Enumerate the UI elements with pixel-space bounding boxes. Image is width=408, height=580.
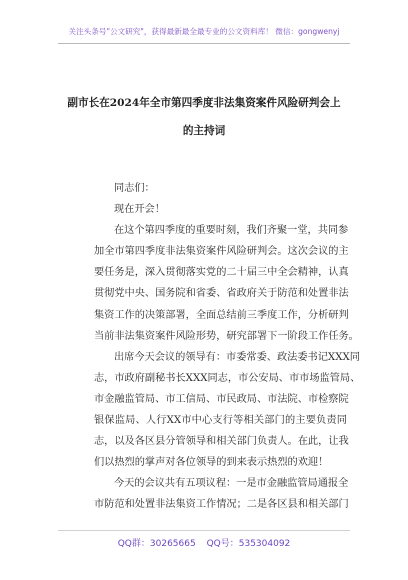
paragraph-1-line: 在这个第四季度的重要时刻，我们齐聚一堂，共同参	[114, 225, 349, 237]
document-title-line1: 副市长在2024年全市第四季度非法集资案件风险研判会上	[67, 97, 341, 109]
paragraph-3-line: 今天的会议共有五项议程：一是市金融监管局通报全	[114, 478, 349, 490]
paragraph-2-line: 志，以及各区县分管领导和相关部门负责人。在此，让我	[94, 436, 349, 448]
paragraph-2-line: 们以热烈的掌声对各位领导的到来表示热烈的欢迎！	[94, 457, 329, 469]
salutation: 同志们：	[114, 183, 155, 194]
qq-group-number: QQ群：30265665	[117, 539, 196, 549]
footer	[0, 536, 408, 549]
paragraph-2-line: 市金融监管局、市工信局、市民政局、市法院、市检察院	[94, 393, 349, 405]
qq-number: QQ号：535304092	[206, 539, 291, 549]
document-title-line2: 的主持词	[182, 125, 226, 137]
paragraph-2-line: 银保监局、人行XX市中心支行等相关部门的主要负责同	[94, 415, 347, 427]
paragraph-1-line: 贯彻党中央、国务院和省委、省政府关于防范和处置非法	[94, 288, 349, 300]
paragraph-1-line: 集资工作的决策部署，全面总结前三季度工作，分析研判	[94, 309, 349, 321]
paragraph-2-line: 志，市政府副秘书长XXX同志，市公安局、市市场监管局、	[94, 372, 361, 384]
paragraph-2-line: 出席今天会议的领导有：市委常委、政法委书记XXX同	[114, 351, 360, 363]
footer-divider	[58, 530, 350, 531]
header-banner: 关注头条号"公文研究"，获得最新最全最专业的公文资料库！ 微信：gongwenyj	[68, 27, 340, 36]
header-divider	[58, 43, 350, 44]
document-body	[94, 178, 361, 516]
opening-line: 现在开会！	[114, 204, 165, 216]
paragraph-3-line: 市防范和处置非法集资工作情况；二是各区县和相关部门	[94, 499, 349, 511]
paragraph-1-line: 加全市第四季度非法集资案件风险研判会。这次会议的主	[94, 246, 349, 258]
paragraph-1-line: 要任务是，深入贯彻落实党的二十届三中全会精神，认真	[94, 267, 349, 279]
paragraph-1-line: 当前非法集资案件风险形势，研究部署下一阶段工作任务。	[94, 330, 359, 342]
